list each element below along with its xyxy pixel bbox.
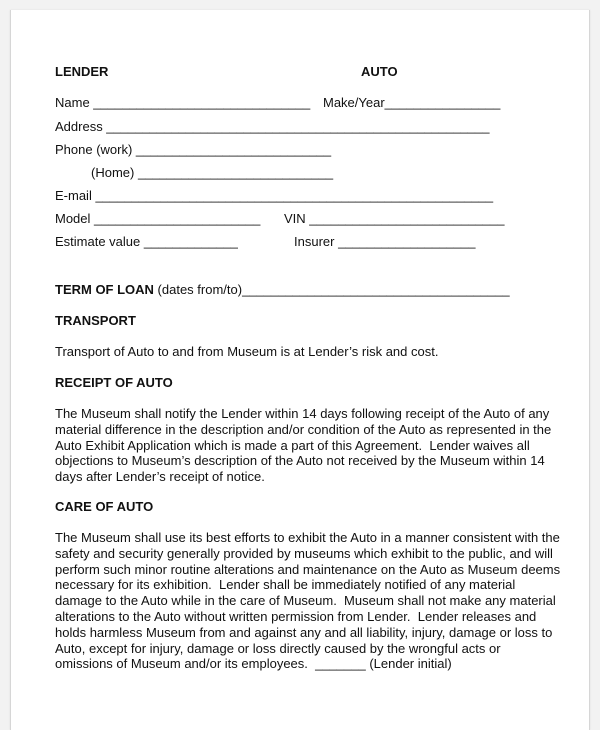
make-year-field: Make/Year________________ [323, 95, 501, 110]
transport-heading: TRANSPORT [55, 313, 136, 328]
paragraph-line: safety and security generally provided by museums which exhibit to the public, and will [55, 545, 553, 561]
vin-field: VIN ___________________________ [284, 211, 505, 226]
transport-text: Transport of Auto to and from Museum is at Lender’s risk and cost. [55, 344, 439, 359]
care-paragraph [55, 530, 561, 672]
care-of-auto-heading: CARE OF AUTO [55, 499, 154, 514]
paragraph-line: Auto Exhibit Application which is made a part of this Agreement. Lender waives all [55, 437, 530, 453]
receipt-of-auto-heading: RECEIPT OF AUTO [55, 375, 173, 390]
paragraph-line: Auto, except for injury, damage or loss directly caused by the wrongful acts or [55, 640, 501, 656]
phone-work-field: Phone (work) ___________________________ [55, 142, 332, 157]
document-page [10, 10, 590, 730]
model-field: Model _______________________ [55, 211, 261, 226]
name-field: Name ______________________________ [55, 95, 311, 110]
term-of-loan-heading: TERM OF LOAN [55, 282, 154, 297]
paragraph-line: omissions of Museum and/or its employees. _______ (Lender initial) [55, 656, 452, 672]
paragraph-line: necessary for its exhibition. Lender shall be immediately notified of any material [55, 577, 516, 593]
paragraph-line: days after Lender’s receipt of notice. [55, 469, 265, 485]
paragraph-line: holds harmless Museum from and against any and all liability, injury, damage or loss to [55, 624, 553, 640]
email-field: E-mail _______________________________________________________ [55, 188, 494, 203]
term-of-loan-line [55, 282, 510, 298]
phone-home-field: (Home) ___________________________ [91, 165, 334, 180]
paragraph-line: damage to the Auto while in the care of Museum. Museum shall not make any material [55, 593, 556, 609]
term-of-loan-detail: (dates from/to)_____________________________________ [153, 282, 510, 297]
paragraph-line: alterations to the Auto without written permission from Lender. Lender releases and [55, 608, 537, 624]
paragraph-line: perform such minor routine alterations and maintenance on the Auto as Museum deems [55, 561, 561, 577]
paragraph-line: objections to Museum’s description of the Auto not received by the Museum within 14 [55, 453, 545, 469]
paragraph-line: The Museum shall notify the Lender within 14 days following receipt of the Auto of any [55, 406, 550, 421]
paragraph-line: The Museum shall use its best efforts to exhibit the Auto in a manner consistent with the [55, 530, 560, 545]
paragraph-line: material difference in the description and/or condition of the Auto as represented in the [55, 421, 552, 437]
receipt-paragraph [55, 406, 555, 485]
auto-heading: AUTO [361, 64, 398, 79]
insurer-field: Insurer ___________________ [294, 234, 476, 249]
lender-heading: LENDER [55, 64, 109, 79]
estimate-value-field: Estimate value _____________ [55, 234, 238, 249]
address-field: Address _____________________________________________________ [55, 119, 490, 134]
